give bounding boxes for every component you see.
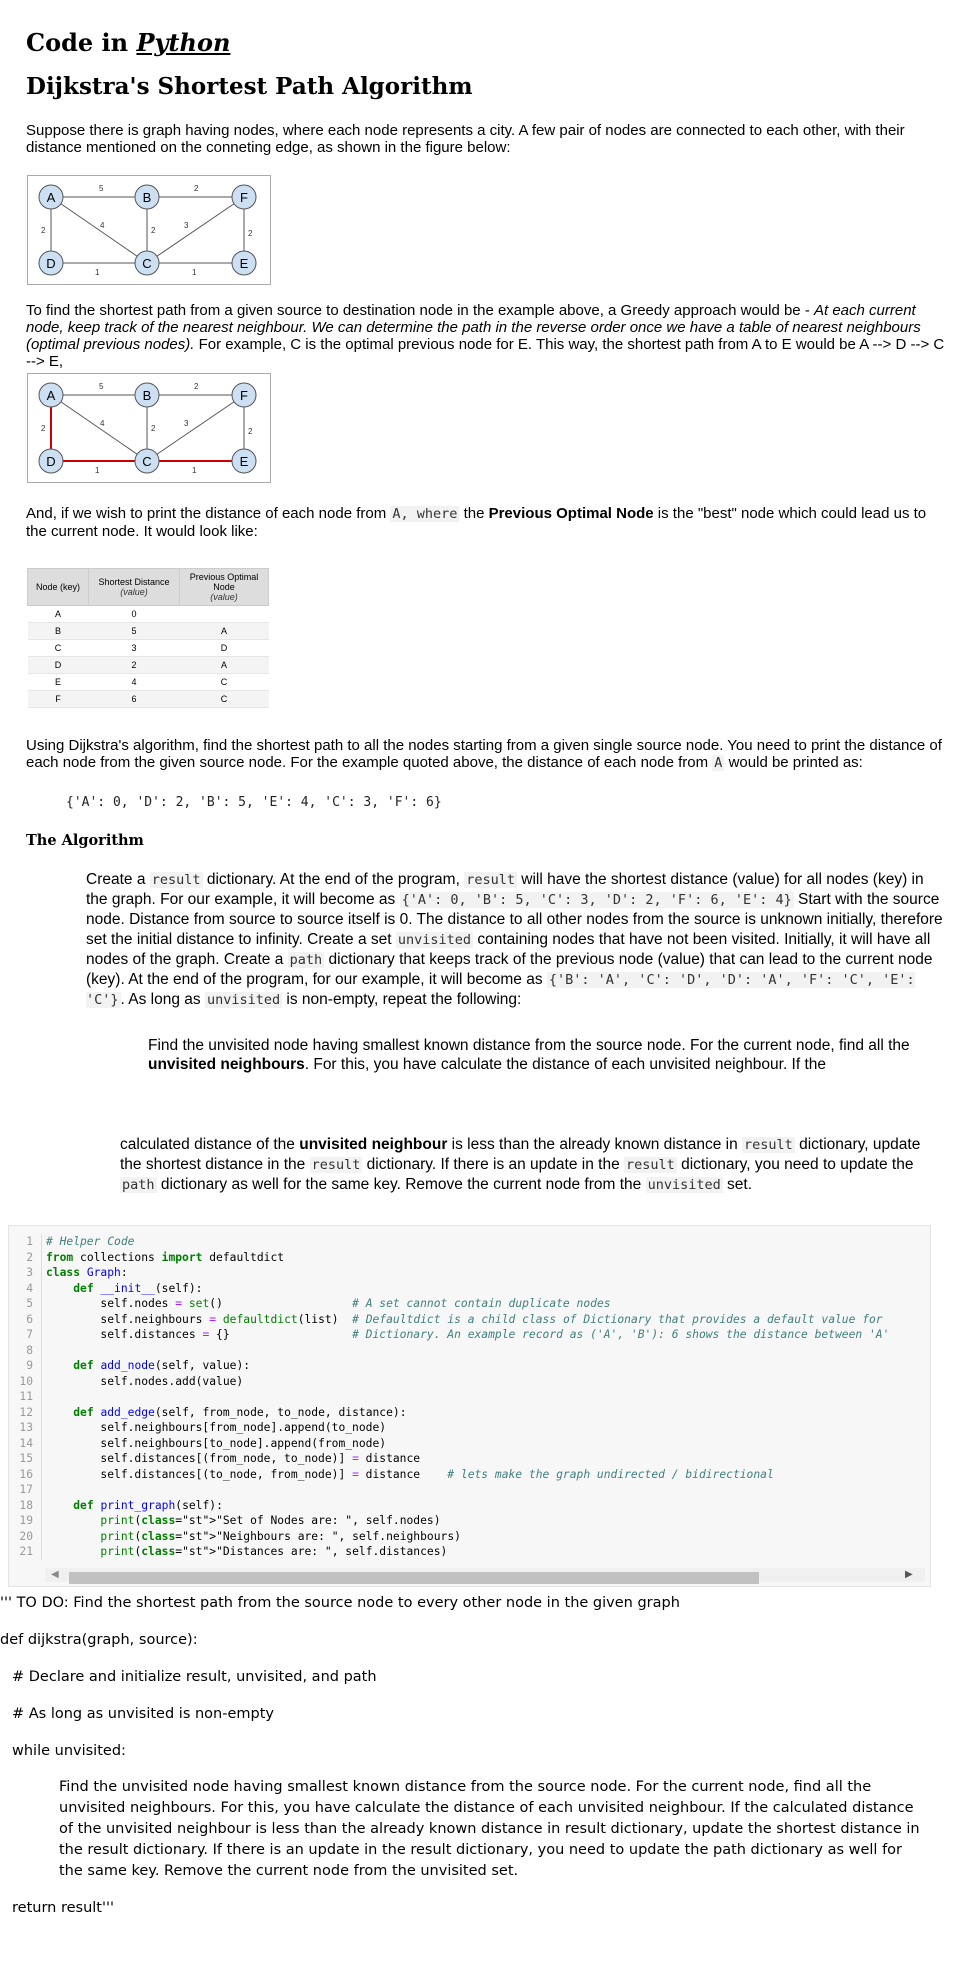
node-label: C — [142, 454, 152, 469]
distance-table — [27, 568, 269, 708]
using-inline-code: A — [714, 755, 723, 771]
step-paragraph: Find the unvisited node having smallest known distance from the source node. For the current node, find all the unvisited neighbours. For this, you have calculate the distance of each unvisited neighbour. If the — [148, 1037, 910, 1073]
greedy-italic: At each current node, keep track of the nearest neighbour. We can determine the path in the reverse order once we have a table of nearest neighbours (optimal previous nodes). — [26, 302, 921, 353]
code-line — [9, 1343, 46, 1359]
table-row: A 0 — [28, 606, 269, 623]
greedy-text: To find the shortest path from a given source to destination node in the example above, a Greedy approach would be - — [26, 302, 814, 319]
print-paragraph — [26, 505, 946, 540]
code-line: 14 self.neighbours[to_node].append(from_node) — [9, 1436, 386, 1452]
code-line: 10 self.nodes.add(value) — [9, 1374, 243, 1390]
header-node: Node (key) — [28, 569, 89, 606]
edge-label: 2 — [41, 226, 46, 235]
code-line — [9, 1389, 46, 1405]
print-text-b: the — [459, 505, 489, 522]
todo-line-6: Find the unvisited node having smallest known distance from the source node. For the current node, find all the unvisited neighbours. For this, you have calculate the distance of each unvisited neighbour. If the calculated distance of the unvisited neighbour is less than the already known distance in result dictionary, update the shortest distance in the result dictionary. If there is an update in the result dictionary, you need to update the path dictionary as well for the same key. Remove the current node from the unvisited set. — [59, 1779, 920, 1879]
todo-line-2: def dijkstra(graph, source): — [0, 1632, 198, 1648]
print-text-a: And, if we wish to print the distance of each node from — [26, 505, 391, 522]
code-line: 15 self.distances[(from_node, to_node)] = distance — [9, 1451, 420, 1467]
code-line: 16 self.distances[(to_node, from_node)] = distance # lets make the graph undirected / bidirectional — [9, 1467, 774, 1483]
node-label: A — [46, 388, 56, 403]
line-number: 4 — [9, 1281, 42, 1297]
line-number: 16 — [9, 1467, 42, 1483]
edge-label: 3 — [184, 221, 189, 230]
edge-label: 2 — [151, 424, 156, 433]
scroll-right-icon[interactable]: ▶ — [905, 1569, 913, 1580]
line-number: 19 — [9, 1513, 42, 1529]
line-number: 7 — [9, 1327, 42, 1343]
print-text-c: is the "best" node which could lead us to the current node. It would look like: — [26, 505, 927, 540]
line-number: 8 — [9, 1343, 42, 1359]
header-distance: Shortest Distance (value) — [89, 569, 180, 606]
todo-line-7: return result''' — [12, 1900, 114, 1916]
header-previous: Previous Optimal Node (value) — [180, 569, 269, 606]
horizontal-scrollbar-thumb[interactable] — [69, 1572, 759, 1584]
line-number: 1 — [9, 1234, 42, 1250]
node-label: B — [142, 190, 152, 205]
printed-output: {'A': 0, 'D': 2, 'B': 5, 'E': 4, 'C': 3, 'F': 6} — [66, 795, 442, 810]
line-number: 5 — [9, 1296, 42, 1312]
code-line: 6 self.neighbours = defaultdict(list) # Defaultdict is a child class of Dictionary that provides a default value for — [9, 1312, 883, 1328]
edge-label: 2 — [151, 226, 156, 235]
line-number: 18 — [9, 1498, 42, 1514]
edge-label: 4 — [100, 221, 105, 230]
table-row: F 6 C — [28, 691, 269, 708]
todo-line-1: ''' TO DO: Find the shortest path from the source node to every other node in the given graph — [0, 1595, 680, 1611]
node-label: F — [240, 388, 248, 403]
line-number: 3 — [9, 1265, 42, 1281]
code-line: 18 def print_graph(self): — [9, 1498, 223, 1514]
edge-label: 2 — [194, 184, 199, 193]
line-number: 12 — [9, 1405, 42, 1421]
page-title: Dijkstra's Shortest Path Algorithm — [26, 73, 473, 100]
graph-path-figure — [27, 373, 271, 483]
code-line: 4 def __init__(self): — [9, 1281, 202, 1297]
code-line — [9, 1482, 46, 1498]
line-number: 17 — [9, 1482, 42, 1498]
line-number: 2 — [9, 1250, 42, 1266]
code-line: 20 print(class="st">"Neighbours are: ", self.neighbours) — [9, 1529, 461, 1545]
page-heading — [26, 28, 230, 57]
code-line: 5 self.nodes = set() # A set cannot contain duplicate nodes — [9, 1296, 611, 1312]
code-line: 2 from collections import defaultdict — [9, 1250, 284, 1266]
todo-line-4: # As long as unvisited is non-empty — [12, 1706, 274, 1722]
code-line: 9 def add_node(self, value): — [9, 1358, 250, 1374]
node-label: E — [239, 256, 249, 271]
code-line: 21 print(class="st">"Distances are: ", self.distances) — [9, 1544, 447, 1560]
line-number: 11 — [9, 1389, 42, 1405]
helper-code-block[interactable] — [8, 1225, 931, 1587]
node-label: A — [46, 190, 56, 205]
edge-label: 1 — [192, 466, 197, 475]
edge-label: 5 — [99, 184, 104, 193]
code-line: 3 class Graph: — [9, 1265, 128, 1281]
code-line: 19 print(class="st">"Set of Nodes are: ", self.nodes) — [9, 1513, 441, 1529]
node-label: F — [240, 190, 248, 205]
node-label: D — [46, 454, 56, 469]
algorithm-title: The Algorithm — [26, 832, 144, 849]
code-line: 1 # Helper Code — [9, 1234, 134, 1250]
using-text-a: Using Dijkstra's algorithm, find the shortest path to all the nodes starting from a given single source node. You need to print the distance of each node from the given source node. For the example quoted above, the distance of each node from — [26, 737, 942, 771]
line-number: 15 — [9, 1451, 42, 1467]
algorithm-paragraph: Create a result dictionary. At the end of the program, result will have the shortest distance (value) for all nodes (key) in the graph. For our example, it will become as {'A': 0, 'B': 5, 'C': 3, 'D': 2, 'F': 6, 'E': 4} Start with the source node. Distance from source to source itself is 0. The distance to all other nodes from the source is unknown initially, therefore set the initial distance to infinity. Create a set unvisited containing nodes that have not been visited. Initially, it will have all nodes of the graph. Create a path dictionary that keeps track of the previous node (value) that can lead to the current node (key). At the end of the program, for our example, it will become as {'B': 'A', 'C': 'D', 'D': 'A', 'F': 'C', 'E': 'C'} . As long as unvisited is non-empty, repeat the following: — [86, 871, 943, 1008]
code-line: 12 def add_edge(self, from_node, to_node, distance): — [9, 1405, 407, 1421]
using-paragraph — [26, 737, 946, 772]
line-number: 14 — [9, 1436, 42, 1452]
print-bold: Previous Optimal Node — [488, 505, 654, 522]
edge-label: 4 — [100, 419, 105, 428]
greedy-text-end: For example, C is the optimal previous node for E. This way, the shortest path from A to E would be A --> D --> C --> E, — [26, 336, 945, 370]
edge-label: 1 — [95, 268, 100, 277]
intro-paragraph: Suppose there is graph having nodes, where each node represents a city. A few pair of nodes are connected to each other, with their distance mentioned on the conneting edge, as shown in the figure below: — [26, 122, 905, 156]
line-number: 6 — [9, 1312, 42, 1328]
line-number: 13 — [9, 1420, 42, 1436]
table-row: E 4 C — [28, 674, 269, 691]
line-number: 20 — [9, 1529, 42, 1545]
table-row: C 3 D — [28, 640, 269, 657]
edge-label: 3 — [184, 419, 189, 428]
line-number: 9 — [9, 1358, 42, 1374]
table-header-row — [28, 569, 269, 606]
step-continued-paragraph: calculated distance of the unvisited neighbour is less than the already known distance in result dictionary, update the shortest distance in the result dictionary. If there is an update in the result dictionary, you need to update the path dictionary as well for the same key. Remove the current node from the unvisited set. — [120, 1136, 921, 1193]
edge-label: 2 — [41, 424, 46, 433]
greedy-paragraph — [26, 302, 946, 370]
node-label: B — [142, 388, 152, 403]
line-number: 10 — [9, 1374, 42, 1390]
node-label: E — [239, 454, 249, 469]
edge-label: 2 — [248, 229, 253, 238]
node-label: C — [142, 256, 152, 271]
code-line: 7 self.distances = {} # Dictionary. An example record as ('A', 'B'): 6 shows the distance between 'A' — [9, 1327, 889, 1343]
todo-line-5: while unvisited: — [12, 1743, 126, 1759]
edge-label: 2 — [248, 427, 253, 436]
print-inline-code: A, where — [392, 506, 458, 522]
edge-label: 1 — [192, 268, 197, 277]
scroll-left-icon[interactable]: ◀ — [51, 1569, 59, 1580]
table-row: D 2 A — [28, 657, 269, 674]
node-label: D — [46, 256, 56, 271]
table-row: B 5 A — [28, 623, 269, 640]
edge-label: 5 — [99, 382, 104, 391]
edge-label: 1 — [95, 466, 100, 475]
using-text-b: would be printed as: — [724, 754, 863, 771]
heading-prefix: Code in — [26, 28, 137, 57]
code-line: 13 self.neighbours[from_node].append(to_node) — [9, 1420, 386, 1436]
graph-figure — [27, 175, 271, 285]
line-number: 21 — [9, 1544, 42, 1560]
todo-line-3: # Declare and initialize result, unvisited, and path — [12, 1669, 377, 1685]
edge-label: 2 — [194, 382, 199, 391]
heading-language-link[interactable]: Python — [136, 28, 231, 57]
